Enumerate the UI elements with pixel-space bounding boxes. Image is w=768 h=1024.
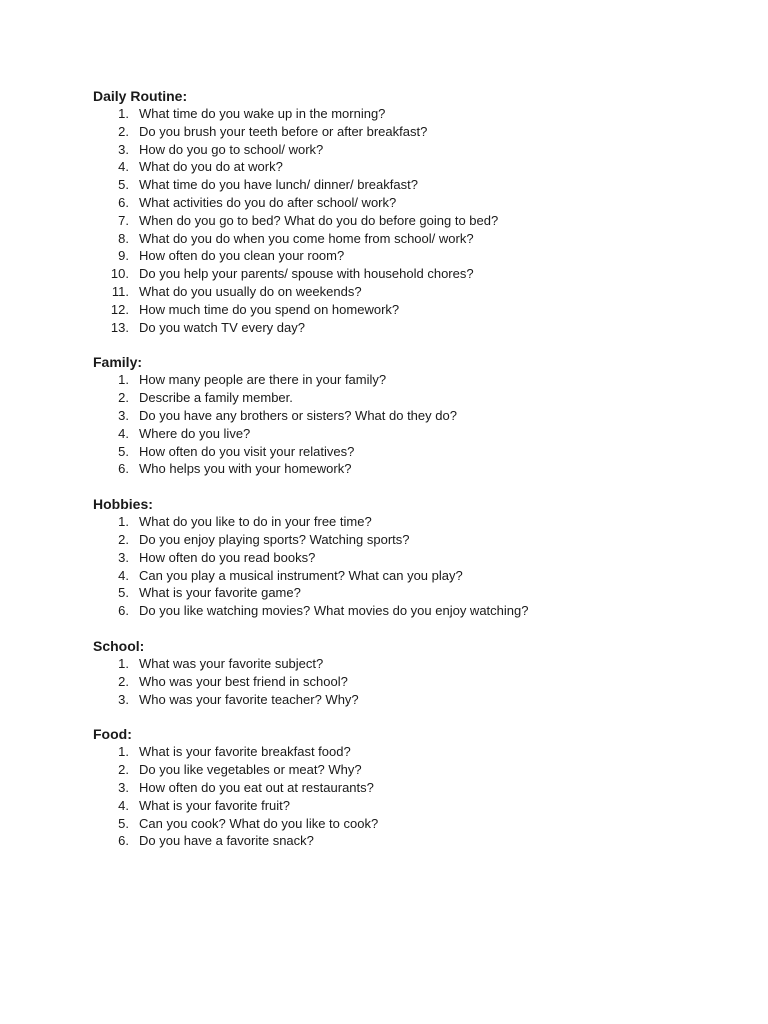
question-text: Do you help your parents/ spouse with household chores? [139,266,474,282]
list-item [93,283,733,301]
list-item-number: 3. [118,407,129,423]
list-item-number: 9. [118,248,129,264]
question-text: How do you go to school/ work? [139,141,324,157]
list-item [93,247,733,265]
list-item-number: 1. [118,106,129,121]
list-item-number: 3. [118,691,129,707]
list-item-number: 3. [118,549,129,565]
section-heading: School: [93,637,145,654]
list-item-number: 3. [118,779,129,795]
question-list [93,743,733,850]
question-text: What time do you wake up in the morning? [139,106,386,121]
section-heading: Family: [93,354,143,371]
question-text: What do you do at work? [139,159,283,175]
list-item-number: 6. [118,603,129,619]
question-section [93,87,733,336]
list-item [93,158,733,176]
list-item [93,832,733,850]
list-item [93,815,733,833]
list-item-number: 10. [110,266,129,282]
list-item-number: 13. [110,319,129,335]
question-text: Do you like watching movies? What movies do you enjoy watching? [139,603,529,619]
question-text: Do you have any brothers or sisters? What do they do? [139,407,457,423]
list-item-number: 1. [118,372,129,388]
list-item [93,584,733,602]
list-item [93,301,733,319]
document-page [93,87,733,867]
list-item [93,655,733,673]
list-item-number: 2. [118,673,129,689]
list-item [93,779,733,797]
list-item-number: 4. [118,159,129,175]
list-item-number: 5. [118,443,129,459]
list-item [93,443,733,461]
question-section [93,495,733,620]
list-item [93,743,733,761]
list-item-number: 1. [118,655,129,671]
list-item-number: 5. [118,585,129,601]
question-list [93,371,733,478]
list-item-number: 5. [118,815,129,831]
list-item-number: 4. [118,567,129,583]
question-text: What do you do when you come home from school/ work? [139,230,474,246]
section-heading: Daily Routine: [93,88,188,104]
question-text: How often do you clean your room? [139,248,345,264]
question-text: Do you enjoy playing sports? Watching sports? [139,531,410,547]
question-section [93,353,733,478]
list-item [93,425,733,443]
question-text: Do you have a favorite snack? [139,833,314,849]
list-item [93,407,733,425]
list-item [93,513,733,531]
list-item-number: 6. [118,194,129,210]
list-item-number: 1. [118,514,129,530]
list-item [93,123,733,141]
list-item [93,761,733,779]
list-item-number: 2. [118,123,129,139]
question-text: How often do you visit your relatives? [139,443,355,459]
list-item [93,691,733,709]
list-item-number: 1. [118,744,129,760]
list-item-number: 2. [118,762,129,778]
list-item [93,141,733,159]
list-item [93,194,733,212]
list-item-number: 3. [118,141,129,157]
question-text: Can you play a musical instrument? What can you play? [139,567,463,583]
list-item-number: 5. [118,177,129,193]
list-item [93,797,733,815]
list-item [93,230,733,248]
question-text: Do you like vegetables or meat? Why? [139,762,362,778]
question-text: Who helps you with your homework? [139,461,352,477]
list-item-number: 7. [118,212,129,228]
question-list [93,513,733,620]
question-text: What do you usually do on weekends? [139,283,362,299]
list-item-number: 6. [118,833,129,849]
question-text: Who was your best friend in school? [139,673,348,689]
question-text: How often do you eat out at restaurants? [139,779,374,795]
question-text: Do you brush your teeth before or after breakfast? [139,123,428,139]
question-text: What is your favorite breakfast food? [139,744,351,760]
question-section [93,637,733,708]
question-text: Where do you live? [139,425,251,441]
question-section [93,725,733,850]
question-text: Do you watch TV every day? [139,319,305,335]
list-item [93,602,733,620]
list-item-number: 11. [111,283,129,299]
question-text: How many people are there in your family? [139,372,387,388]
question-text: What is your favorite fruit? [139,797,290,813]
list-item [93,265,733,283]
question-text: What time do you have lunch/ dinner/ breakfast? [139,177,418,193]
section-heading: Food: [93,726,132,743]
question-text: When do you go to bed? What do you do before going to bed? [139,212,499,228]
question-list [93,655,733,708]
question-text: What do you like to do in your free time? [139,514,372,530]
list-item [93,673,733,691]
list-item [93,212,733,230]
question-text: Can you cook? What do you like to cook? [139,815,379,831]
list-item [93,371,733,389]
list-item-number: 12. [110,301,129,317]
list-item-number: 4. [118,425,129,441]
list-item [93,105,733,123]
question-text: How often do you read books? [139,549,316,565]
list-item [93,567,733,585]
list-item [93,319,733,337]
question-text: What is your favorite game? [139,585,301,601]
list-item [93,176,733,194]
question-text: What was your favorite subject? [139,655,324,671]
question-text: How much time do you spend on homework? [139,301,400,317]
question-text: Who was your favorite teacher? Why? [139,691,359,707]
list-item [93,531,733,549]
list-item [93,389,733,407]
list-item-number: 2. [118,531,129,547]
list-item [93,460,733,478]
section-heading: Hobbies: [93,496,153,513]
question-list [93,105,733,336]
question-text: Describe a family member. [139,390,293,406]
list-item-number: 2. [118,390,129,406]
list-item-number: 8. [118,230,129,246]
list-item [93,549,733,567]
question-text: What activities do you do after school/ work? [139,194,397,210]
list-item-number: 6. [118,461,129,477]
list-item-number: 4. [118,797,129,813]
